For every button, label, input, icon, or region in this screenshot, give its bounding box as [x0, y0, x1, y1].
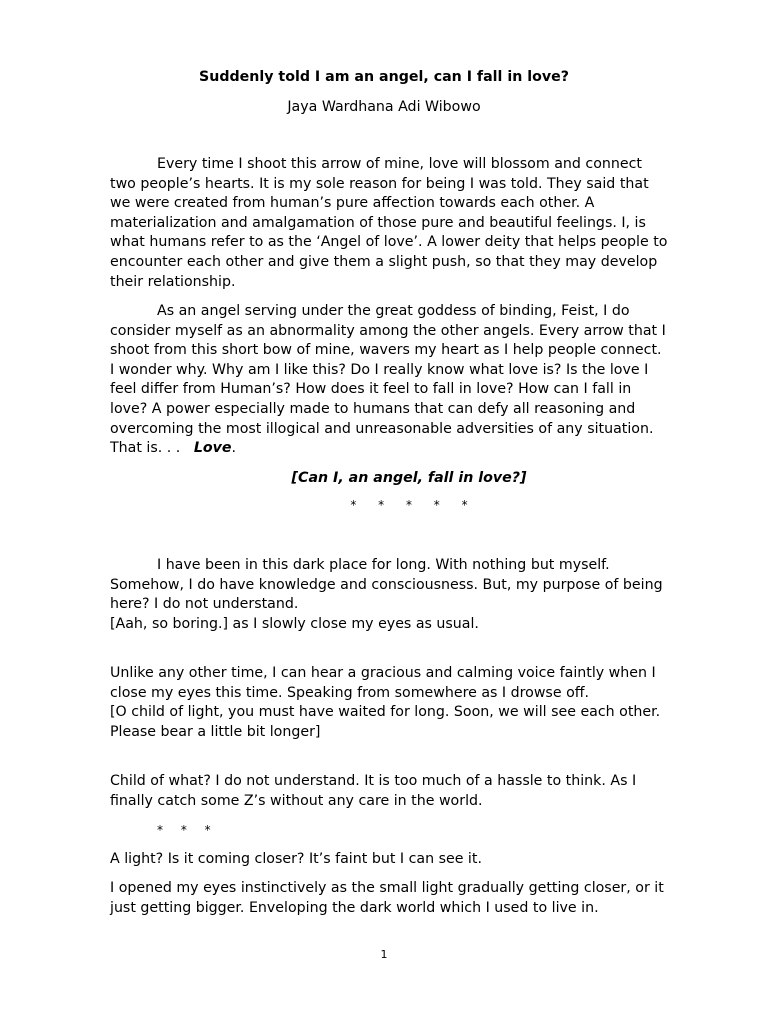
paragraph-3-text: I have been in this dark place for long. With nothing but myself. Somehow, I do have knowledge and consciousness. But, my purpose of being here? I do not understand.	[110, 557, 663, 613]
document-author: Jaya Wardhana Adi Wibowo	[287, 99, 481, 115]
paragraph-2	[110, 302, 670, 459]
paragraph-2-main: As an angel serving under the great goddess of binding, Feist, I do consider myself as an abnormality among the other angels. Every arrow that I shoot from this short bow of mine, wavers my heart as I help people connect. I wonder why. Why am I like this? Do I really know what love is? Is the love I feel differ from Human’s? How does it feel to fall in love? How can I fall in love? A power especially made to humans that can defy all reasoning and overcoming the most illogical and unreasonable adversities of any situation. That is. . .	[110, 303, 666, 457]
document-title: Suddenly told I am an angel, can I fall in love?	[199, 69, 569, 85]
paragraph-4-text: Unlike any other time, I can hear a gracious and calming voice faintly when I close my eyes this time. Speaking from somewhere as I drowse off.	[110, 665, 656, 701]
section-separator-1: * * * * *	[350, 498, 468, 512]
paragraph-2-text	[110, 302, 670, 459]
paragraph-1-text: Every time I shoot this arrow of mine, love will blossom and connect two people’s hearts. It is my sole reason for being I was told. They said that we were created from human’s pure affection towards each other. A materialization and amalgamation of those pure and beautiful feelings. I, is what humans refer to as the ‘Angel of love’. A lower deity that helps people to encounter each other and give them a slight push, so that they may develop their relationship.	[110, 156, 668, 290]
paragraph-4	[110, 664, 670, 742]
page-number: 1	[380, 948, 388, 961]
paragraph-6-text: A light? Is it coming closer? It’s faint but I can see it.	[110, 851, 482, 867]
paragraph-2-love: Love	[193, 440, 232, 457]
paragraph-6	[110, 850, 670, 870]
angel-question: [Can I, an angel, fall in love?]	[291, 470, 527, 486]
paragraph-1	[110, 155, 670, 292]
paragraph-5-text: Child of what? I do not understand. It is too much of a hassle to think. As I finally catch some Z’s without any care in the world.	[110, 773, 637, 809]
paragraph-7	[110, 879, 670, 918]
paragraph-5	[110, 772, 670, 811]
paragraph-7-text: I opened my eyes instinctively as the small light gradually getting closer, or it just getting bigger. Enveloping the dark world which I used to live in.	[110, 880, 664, 916]
section-separator-2: * * *	[157, 823, 211, 837]
paragraph-3	[110, 556, 670, 634]
paragraph-2-end: .	[231, 440, 237, 457]
paragraph-4-quote: [O child of light, you must have waited for long. Soon, we will see each other. Please bear a little bit longer]	[110, 704, 661, 740]
paragraph-3-quote: [Aah, so boring.] as I slowly close my eyes as usual.	[110, 615, 479, 632]
